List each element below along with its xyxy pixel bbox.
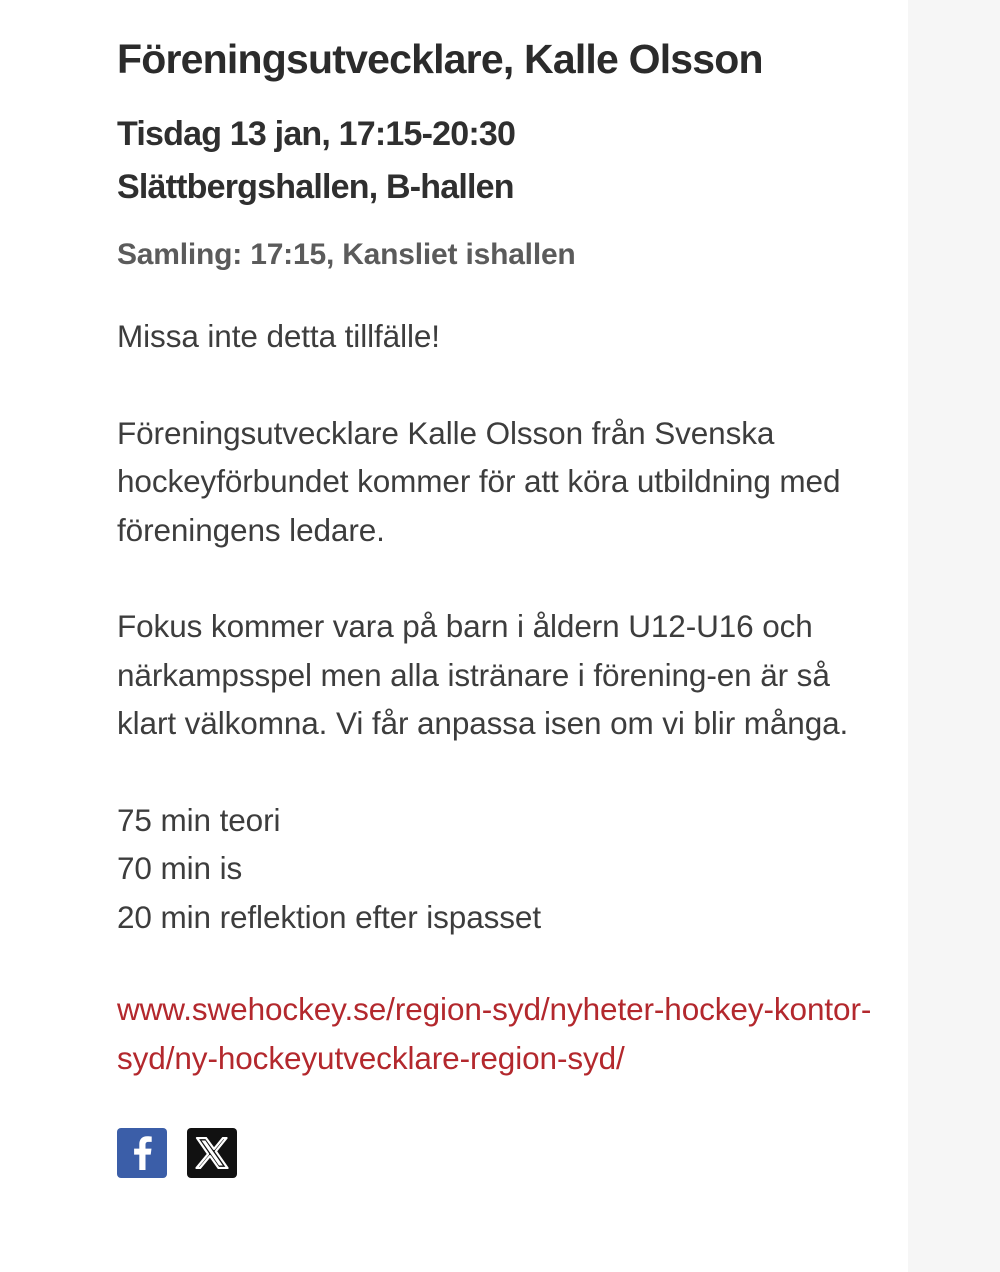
event-date-time: Tisdag 13 jan, 17:15-20:30 — [117, 115, 516, 153]
event-meta — [117, 108, 897, 214]
gathering-info: Samling: 17:15, Kansliet ishallen — [117, 238, 576, 271]
article — [117, 32, 897, 1178]
intro-paragraph: Missa inte detta tillfälle! — [117, 318, 440, 354]
article-title: Föreningsutvecklare, Kalle Olsson — [117, 36, 763, 82]
article-link[interactable]: www.swehockey.se/region-syd/nyheter-hockey-kontor-syd/ny-hockeyutvecklare-region-syd/ — [117, 991, 872, 1076]
x-icon — [195, 1137, 229, 1169]
schedule-item-reflection: 20 min reflektion efter ispasset — [117, 898, 542, 935]
schedule-list — [117, 796, 897, 942]
focus-paragraph: Fokus kommer vara på barn i åldern U12-U16 och närkampsspel men alla istränare i förening-en är så klart välkomna. Vi får anpassa isen om vi blir många. — [117, 608, 849, 741]
description-paragraph: Föreningsutvecklare Kalle Olsson från Svenska hockeyförbundet kommer för att köra utbildning med föreningens ledare. — [117, 414, 841, 548]
facebook-share-button[interactable] — [117, 1128, 167, 1178]
right-gutter — [908, 0, 1000, 1272]
x-share-button[interactable] — [187, 1128, 237, 1178]
schedule-item-theory: 75 min teori — [117, 801, 281, 838]
event-location: Slättbergshallen, B-hallen — [117, 168, 514, 206]
share-bar — [117, 1128, 897, 1178]
schedule-item-ice: 70 min is — [117, 850, 243, 886]
facebook-icon — [131, 1136, 153, 1170]
